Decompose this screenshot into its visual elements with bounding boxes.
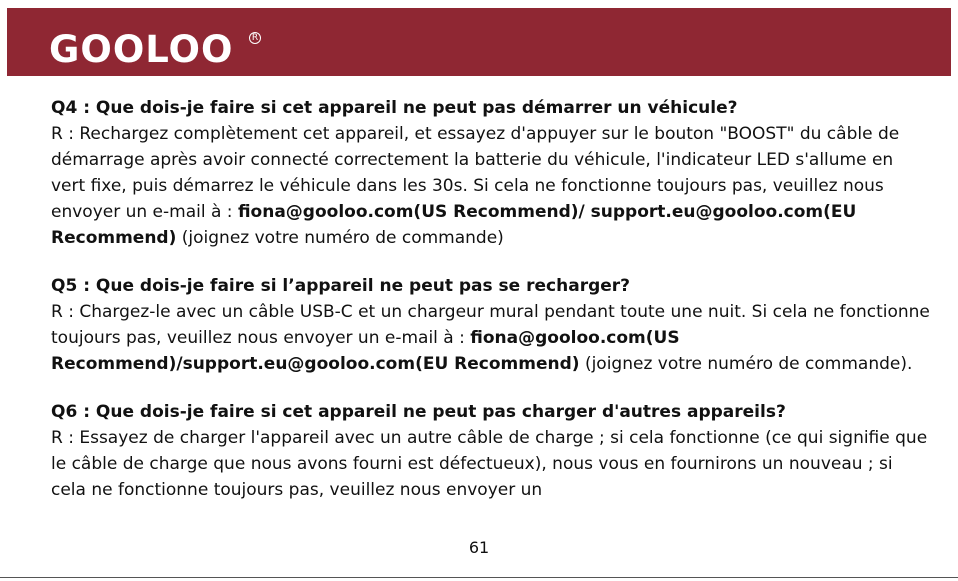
- faq-answer: [51, 121, 931, 251]
- faq-content: [51, 95, 931, 525]
- answer-text-end: (joignez votre numéro de commande): [176, 228, 504, 248]
- registered-mark: R: [249, 32, 261, 44]
- faq-answer: [51, 425, 931, 503]
- page-number: 61: [468, 538, 490, 557]
- answer-text: R : Chargez-le avec un câble USB-C et un chargeur mural pendant toute une nuit. Si cela ne fonctionne toujours pas, veuillez nous envoyer un e-mail à :: [51, 302, 930, 348]
- faq-item-q5: [51, 273, 931, 377]
- faq-question: Q5 : Que dois-je faire si l’appareil ne peut pas se recharger?: [51, 276, 631, 296]
- header-banner: [7, 8, 951, 76]
- faq-question: Q6 : Que dois-je faire si cet appareil ne peut pas charger d'autres appareils?: [51, 402, 786, 422]
- faq-question: Q4 : Que dois-je faire si cet appareil ne peut pas démarrer un véhicule?: [51, 98, 738, 118]
- faq-item-q4: [51, 95, 931, 251]
- footer-divider: [0, 577, 958, 578]
- contact-email: fiona@gooloo.com(US Recommend)/support.eu@gooloo.com(EU Recommend): [51, 328, 680, 374]
- faq-item-q6: [51, 399, 931, 503]
- logo-text: GOOLOO: [49, 28, 234, 71]
- answer-text: R : Essayez de charger l'appareil avec un autre câble de charge ; si cela fonctionne (ce qui signifie que le câble de charge que nous avons fourni est défectueux), nous vous en fournirons un nouveau ; si cela ne fonctionne toujours pas, veuillez nous envoyer un: [51, 428, 928, 500]
- contact-email: fiona@gooloo.com(US Recommend)/ support.eu@gooloo.com(EU Recommend): [51, 202, 857, 248]
- answer-text: R : Rechargez complètement cet appareil, et essayez d'appuyer sur le bouton "BOOST" du câble de démarrage après avoir connecté correctement la batterie du véhicule, l'indicateur LED s'allume en vert fixe, puis démarrez le véhicule dans les 30s. Si cela ne fonctionne toujours pas, veuillez nous envoyer un e-mail à :: [51, 124, 900, 222]
- answer-text-end: (joignez votre numéro de commande).: [579, 354, 913, 374]
- faq-answer: [51, 299, 931, 377]
